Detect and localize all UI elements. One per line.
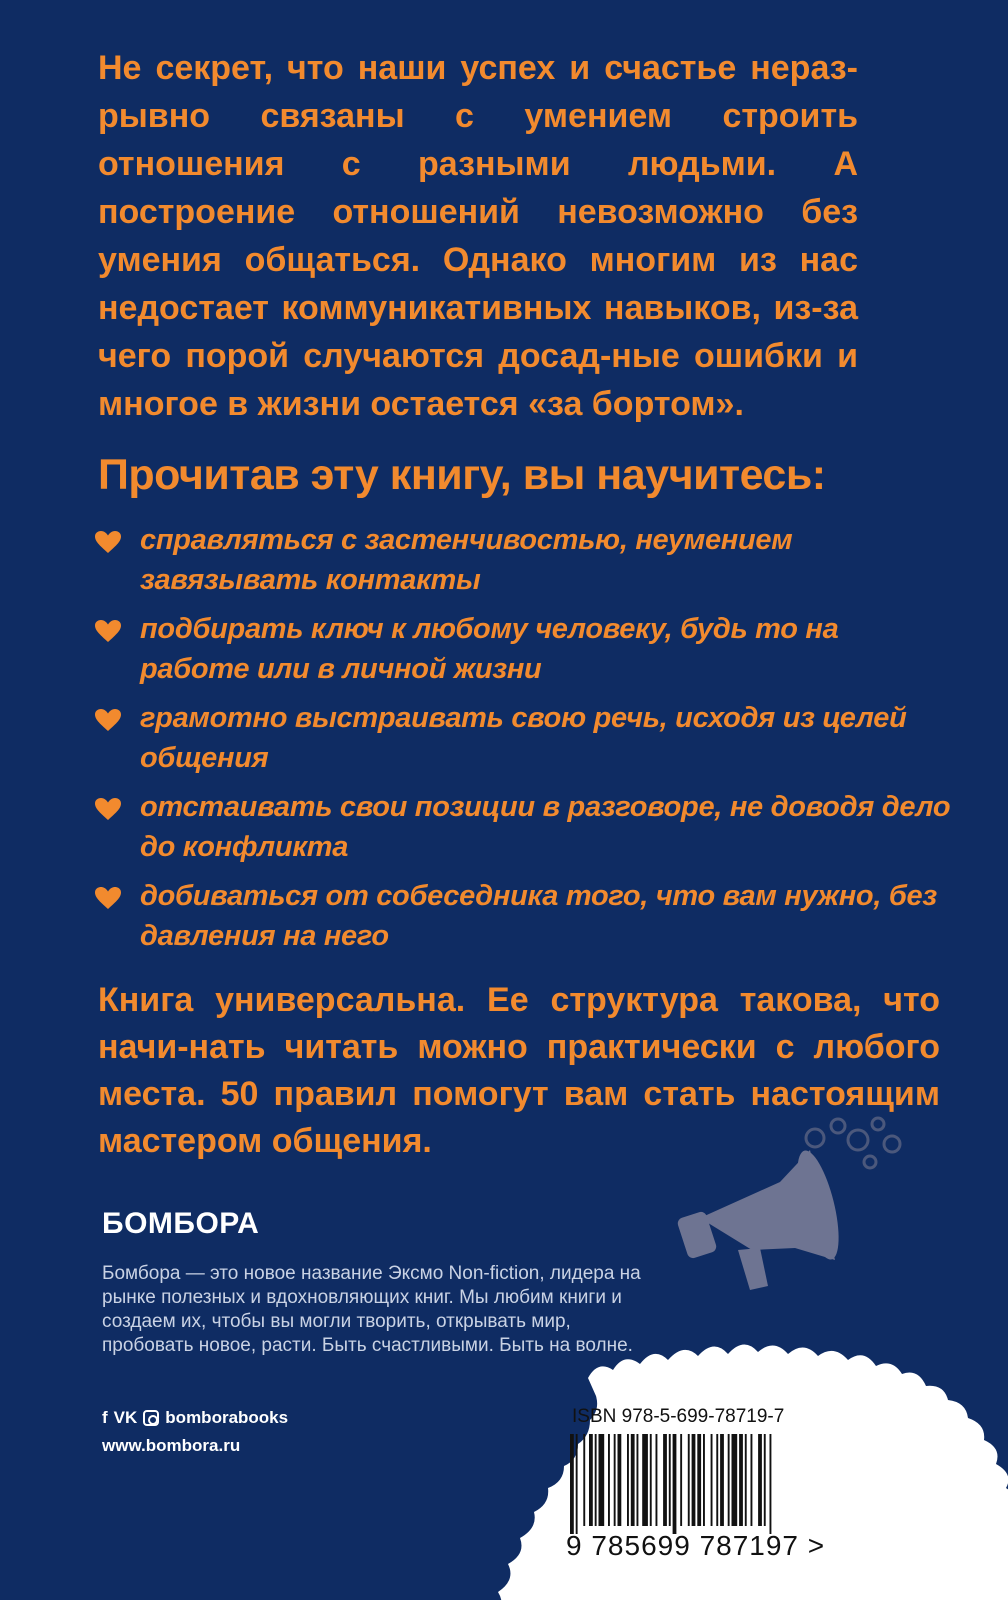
barcode-bar xyxy=(599,1434,605,1526)
barcode-bar xyxy=(637,1434,639,1526)
barcode-bar xyxy=(697,1434,701,1526)
barcode-bar xyxy=(692,1434,696,1526)
barcode-bar xyxy=(656,1434,658,1526)
instagram-icon[interactable] xyxy=(143,1410,159,1426)
publisher-logo: БОМБОРА xyxy=(102,1207,260,1240)
barcode-bar xyxy=(595,1434,597,1526)
barcode-bar xyxy=(642,1434,648,1526)
skill-text: отстаивать свои позиции в разговоре, не доводя дело до конфликта xyxy=(140,791,951,863)
barcode-bar xyxy=(631,1434,635,1526)
facebook-icon[interactable]: f xyxy=(102,1408,108,1427)
barcode-bar xyxy=(663,1434,667,1526)
barcode-bar xyxy=(618,1434,622,1526)
barcode-bar xyxy=(614,1434,616,1526)
intro-paragraph: Не секрет, что наши успех и счастье нераз-рывно связаны с умением строить отношения с разными людьми. А построение отношений невозможно без умения общаться. Однако многим из нас недостает коммуникативных навыков, из-за чего порой случаются досад-ные ошибки и многое в жизни остается «за бортом». xyxy=(98,49,858,423)
list-item xyxy=(94,520,954,609)
barcode-bar xyxy=(589,1434,593,1526)
barcode xyxy=(568,1434,848,1534)
skills-list xyxy=(94,520,954,965)
barcode-bar xyxy=(728,1434,730,1526)
heart-icon xyxy=(94,530,122,554)
barcode-bar xyxy=(680,1434,682,1526)
barcode-bar xyxy=(627,1434,629,1526)
heart-icon xyxy=(94,619,122,643)
list-item xyxy=(94,787,954,876)
barcode-bar xyxy=(770,1434,772,1534)
barcode-bar xyxy=(739,1434,743,1526)
skill-text: добиваться от собеседника того, что вам нужно, без давления на него xyxy=(140,880,937,952)
barcode-bar xyxy=(688,1434,690,1526)
publisher-description: Бомбора — это новое название Эксмо Non-fiction, лидера на рынке полезных и вдохновляющих книг. Мы любим книги и создаем их, чтобы вы могли творить, открывать мир, пробовать новое, расти. Быть счастливыми. Быть на волне. xyxy=(102,1263,641,1356)
barcode-bar xyxy=(764,1434,766,1526)
barcode-bar xyxy=(570,1434,574,1534)
barcode-bar xyxy=(758,1434,762,1526)
heart-icon xyxy=(94,797,122,821)
list-item xyxy=(94,609,954,698)
isbn-label: ISBN 978-5-699-78719-7 xyxy=(572,1406,785,1427)
learning-heading: Прочитав эту книгу, вы научитесь: xyxy=(98,451,826,499)
barcode-bar xyxy=(732,1434,738,1526)
social-handle[interactable]: bomborabooks xyxy=(165,1408,289,1427)
skill-text: грамотно выстраивать свою речь, исходя из целей общения xyxy=(140,702,907,774)
closing-paragraph: Книга универсальна. Ее структура такова, что начи-нать читать можно практически с любого места. 50 правил помогут вам стать настоящим мастером общения. xyxy=(98,981,940,1160)
barcode-digits: 9 785699 787197 > xyxy=(566,1530,826,1561)
barcode-bar xyxy=(720,1434,724,1526)
heart-icon xyxy=(94,708,122,732)
vk-icon[interactable]: VK xyxy=(113,1408,138,1427)
heart-icon xyxy=(94,886,122,910)
barcode-bar xyxy=(673,1434,677,1534)
megaphone-icon xyxy=(660,1110,930,1300)
barcode-bar xyxy=(751,1434,753,1526)
barcode-bar xyxy=(650,1434,652,1526)
barcode-bar xyxy=(583,1434,585,1526)
barcode-bar xyxy=(608,1434,610,1526)
website-link[interactable]: www.bombora.ru xyxy=(102,1436,241,1455)
barcode-bar xyxy=(711,1434,713,1526)
social-links xyxy=(102,1408,288,1428)
skill-text: подбирать ключ к любому человеку, будь то на работе или в личной жизни xyxy=(140,613,839,685)
barcode-bar xyxy=(716,1434,718,1526)
list-item xyxy=(94,698,954,787)
barcode-bar xyxy=(703,1434,705,1526)
skill-text: справляться с застенчивостью, неумением завязывать контакты xyxy=(140,524,793,596)
barcode-bar xyxy=(745,1434,747,1526)
barcode-bar xyxy=(669,1434,671,1526)
barcode-bar xyxy=(576,1434,578,1534)
list-item xyxy=(94,876,954,965)
